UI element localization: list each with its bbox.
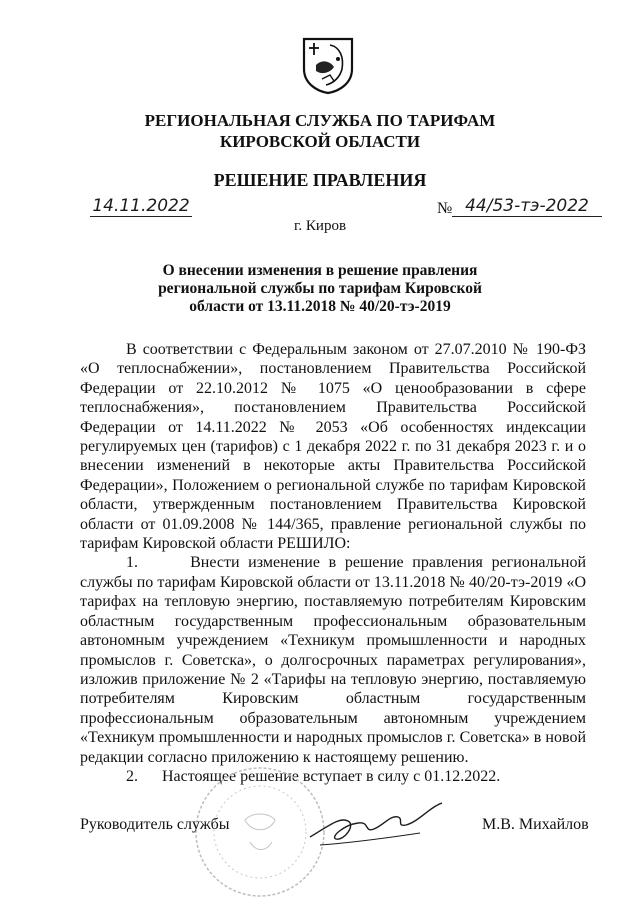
document-type: РЕШЕНИЕ ПРАВЛЕНИЯ (213, 170, 427, 190)
item-2 (80, 767, 586, 786)
document-title (0, 262, 640, 316)
coat-of-arms-icon (300, 35, 356, 95)
preamble-paragraph: В соответствии с Федеральным законом от 27.07.2010 № 190-ФЗ «О теплоснабжении», постановлением Правительства Российской Федерации от 22.10.2012 № 1075 «О ценообразовании в сфере теплоснабжения», постановлением Правительства Российской Федерации от 14.11.2022 № 2053 «Об особенностях индексации регулируемых цен (тарифов) с 1 декабря 2022 г. по 31 декабря 2023 г. и о внесении изменений в некоторые акты Правительства Российской Федерации», Положением о региональной службе по тарифам Кировской области, утвержденным постановлением Правительства Кировской области от 01.09.2008 № 144/365, правление региональной службы по тарифам Кировской области РЕШИЛО: (80, 341, 586, 553)
item-1-text: Внести изменение в решение правления региональной службы по тарифам Кировской области от 13.11.2018 № 40/20-тэ-2019 «О тарифах на тепловую энергию, поставляемую потребителям Кировским областным государственным профессиональным образовательным автономным учреждением «Техникум промышленности и народных промыслов г. Советска», о долгосрочных параметрах регулирования», изложив приложение № 2 «Тарифы на тепловую энергию, поставляемую потребителям Кировским областным государственным профессиональным образовательным автономным учреждением «Техникум промышленности и народных промыслов г. Советска» в новой редакции согласно приложению к настоящему решению. (80, 554, 587, 766)
number-sign: № (437, 200, 453, 217)
title-line-3: области от 13.11.2018 № 40/20-тэ-2019 (189, 298, 451, 315)
document-date: 14.11.2022 (90, 196, 192, 217)
city: г. Киров (293, 218, 347, 234)
item-2-text: Настоящее решение вступает в силу с 01.12.2022. (162, 767, 501, 785)
signer-position: Руководитель службы (80, 816, 230, 833)
title-line-1: О внесении изменения в решение правления (162, 262, 478, 279)
item-1 (80, 553, 586, 766)
handwritten-signature (300, 795, 450, 855)
document-number: 44/53-тэ-2022 (452, 196, 602, 217)
item-2-number: 2. (126, 767, 138, 785)
signer-name: М.В. Михайлов (482, 816, 589, 833)
item-1-number: 1. (126, 554, 138, 572)
organization-title (0, 110, 640, 152)
title-line-2: региональной службы по тарифам Кировской (158, 280, 482, 297)
org-line-1: РЕГИОНАЛЬНАЯ СЛУЖБА ПО ТАРИФАМ (144, 111, 496, 130)
org-line-2: КИРОВСКОЙ ОБЛАСТИ (219, 132, 421, 151)
document-body (80, 340, 586, 786)
